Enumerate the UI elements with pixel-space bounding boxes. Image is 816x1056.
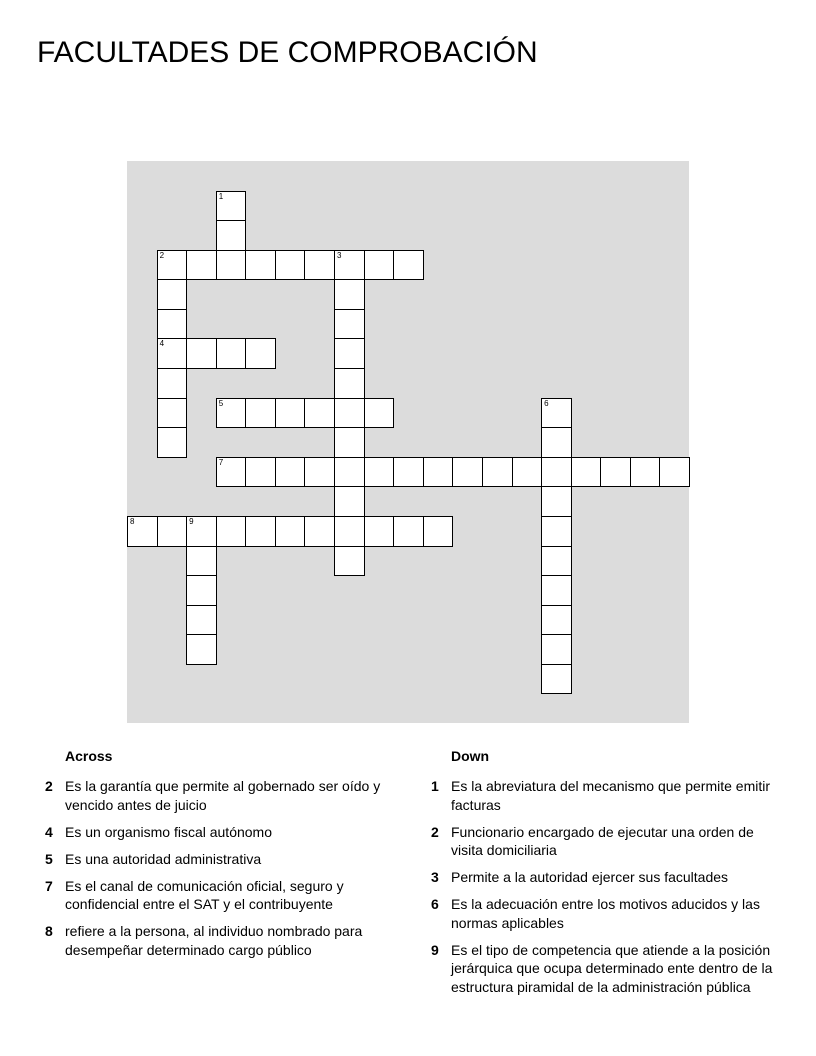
across-clue: [45, 850, 390, 869]
crossword-cell[interactable]: [245, 250, 276, 281]
crossword-cell[interactable]: [186, 575, 217, 606]
clue-text: refiere a la persona, al individuo nombrado para desempeñar determinado cargo público: [65, 923, 363, 958]
across-clues: [45, 748, 390, 968]
crossword-cell[interactable]: [275, 250, 306, 281]
clue-number: 4: [45, 823, 53, 840]
cell-number: 9: [189, 516, 194, 526]
crossword-cell[interactable]: [304, 457, 335, 488]
crossword-cell[interactable]: [600, 457, 631, 488]
cell-number: 4: [159, 339, 165, 349]
crossword-cell[interactable]: [304, 516, 335, 547]
crossword-cell[interactable]: [216, 398, 247, 429]
across-clue: [45, 922, 390, 959]
crossword-cell[interactable]: [364, 398, 395, 429]
crossword-cell[interactable]: [216, 338, 247, 369]
crossword-cell[interactable]: [245, 516, 276, 547]
crossword-cell[interactable]: [364, 457, 395, 488]
clue-number: 9: [431, 941, 439, 958]
down-clue: [431, 823, 776, 860]
crossword-cell[interactable]: [571, 457, 602, 488]
down-clue: [431, 868, 776, 887]
clue-number: 3: [431, 869, 439, 885]
crossword-cell[interactable]: [541, 605, 572, 636]
crossword-cell[interactable]: [216, 516, 247, 547]
clue-number: 7: [45, 877, 53, 894]
crossword-cell[interactable]: [334, 398, 365, 429]
cell-number: 5: [218, 398, 224, 408]
crossword-cell[interactable]: [541, 575, 572, 606]
clue-number: 6: [431, 896, 439, 912]
down-clue: [431, 895, 776, 932]
crossword-cell[interactable]: [334, 250, 365, 281]
crossword-cell[interactable]: [186, 516, 217, 547]
across-clue: [45, 823, 390, 842]
crossword-cell[interactable]: [393, 516, 424, 547]
cell-number: 6: [544, 398, 549, 408]
crossword-cell[interactable]: [186, 338, 217, 369]
crossword-cell[interactable]: [186, 634, 217, 665]
crossword-cell[interactable]: [364, 250, 395, 281]
crossword-cell[interactable]: [334, 368, 365, 399]
down-heading: Down: [451, 748, 490, 764]
crossword-cell[interactable]: [334, 309, 365, 340]
crossword-cell[interactable]: [334, 546, 365, 577]
crossword-cell[interactable]: [541, 486, 572, 517]
cell-number: 1: [218, 191, 224, 201]
clue-number: 2: [45, 778, 53, 794]
across-heading: Across: [65, 748, 113, 764]
crossword-cell[interactable]: [334, 338, 365, 369]
crossword-cell[interactable]: [541, 664, 572, 695]
crossword-cell[interactable]: [334, 457, 365, 488]
crossword-cell[interactable]: [393, 457, 424, 488]
crossword-cell[interactable]: [216, 457, 247, 488]
crossword-cell[interactable]: [245, 398, 276, 429]
cell-number: 7: [218, 457, 224, 467]
clue-number: 2: [431, 823, 439, 840]
crossword-cell[interactable]: [157, 398, 188, 429]
crossword-cell[interactable]: [186, 250, 217, 281]
crossword-cell[interactable]: [541, 516, 572, 547]
crossword-cell[interactable]: [334, 516, 365, 547]
crossword-cell[interactable]: [304, 398, 335, 429]
clue-number: 5: [45, 850, 53, 867]
clue-text: Es la garantía que permite al gobernado ser oído y vencido antes de juicio: [65, 778, 381, 813]
clue-text: Es una autoridad administrativa: [65, 850, 262, 867]
crossword-cell[interactable]: [512, 457, 543, 488]
crossword-cell[interactable]: [186, 605, 217, 636]
clue-text: Funcionario encargado de ejecutar una orden de visita domiciliaria: [451, 823, 754, 858]
crossword-cell[interactable]: [334, 486, 365, 517]
cell-number: 2: [159, 250, 165, 260]
crossword-cell[interactable]: [334, 427, 365, 458]
crossword-cell[interactable]: [157, 250, 188, 281]
crossword-cell[interactable]: [364, 516, 395, 547]
down-clue: [431, 941, 776, 997]
clue-number: 1: [431, 778, 439, 794]
crossword-cell[interactable]: [157, 309, 188, 340]
clue-text: Es el tipo de competencia que atiende a la posición jerárquica que ocupa determinado ente dentro de la estructura piramidal de la administración pública: [451, 941, 773, 995]
crossword-cell[interactable]: [157, 427, 188, 458]
crossword-cell[interactable]: [216, 191, 247, 222]
crossword-cell[interactable]: [334, 279, 365, 310]
crossword-cell[interactable]: [541, 457, 572, 488]
crossword-cell[interactable]: [275, 516, 306, 547]
crossword-cell[interactable]: [452, 457, 483, 488]
crossword-cell[interactable]: [541, 634, 572, 665]
crossword-cell[interactable]: [541, 546, 572, 577]
crossword-cell[interactable]: [157, 338, 188, 369]
crossword-cell[interactable]: [157, 279, 188, 310]
crossword-cell[interactable]: [245, 457, 276, 488]
clue-text: Es un organismo fiscal autónomo: [65, 823, 272, 840]
crossword-cell[interactable]: [245, 338, 276, 369]
clue-text: Permite a la autoridad ejercer sus facultades: [451, 869, 729, 885]
crossword-cell[interactable]: [304, 250, 335, 281]
clue-text: Es la adecuación entre los motivos aducidos y las normas aplicables: [451, 896, 760, 931]
clue-number: 8: [45, 923, 53, 939]
crossword-grid: [127, 161, 689, 723]
crossword-cell[interactable]: [157, 368, 188, 399]
down-clue: [431, 777, 776, 814]
cell-number: 8: [130, 516, 135, 526]
cell-number: 3: [337, 250, 342, 260]
crossword-cell[interactable]: [393, 250, 424, 281]
crossword-cell[interactable]: [659, 457, 690, 488]
clue-text: Es el canal de comunicación oficial, seguro y confidencial entre el SAT y el contribuyente: [65, 877, 344, 912]
crossword-cell[interactable]: [157, 516, 188, 547]
crossword-cell[interactable]: [541, 398, 572, 429]
crossword-cell[interactable]: [630, 457, 661, 488]
clue-text: Es la abreviatura del mecanismo que permite emitir facturas: [451, 778, 771, 813]
page-title: FACULTADES DE COMPROBACIÓN: [37, 36, 538, 69]
crossword-cell[interactable]: [216, 220, 247, 251]
down-clues: [431, 748, 776, 1005]
crossword-cell[interactable]: [541, 427, 572, 458]
across-clue: [45, 777, 390, 814]
crossword-cell[interactable]: [275, 398, 306, 429]
crossword-cell[interactable]: [275, 457, 306, 488]
crossword-cell[interactable]: [127, 516, 158, 547]
across-clue: [45, 877, 390, 914]
crossword-cell[interactable]: [216, 250, 247, 281]
crossword-cell[interactable]: [186, 546, 217, 577]
crossword-cell[interactable]: [423, 457, 454, 488]
crossword-cell[interactable]: [423, 516, 454, 547]
crossword-cell[interactable]: [482, 457, 513, 488]
